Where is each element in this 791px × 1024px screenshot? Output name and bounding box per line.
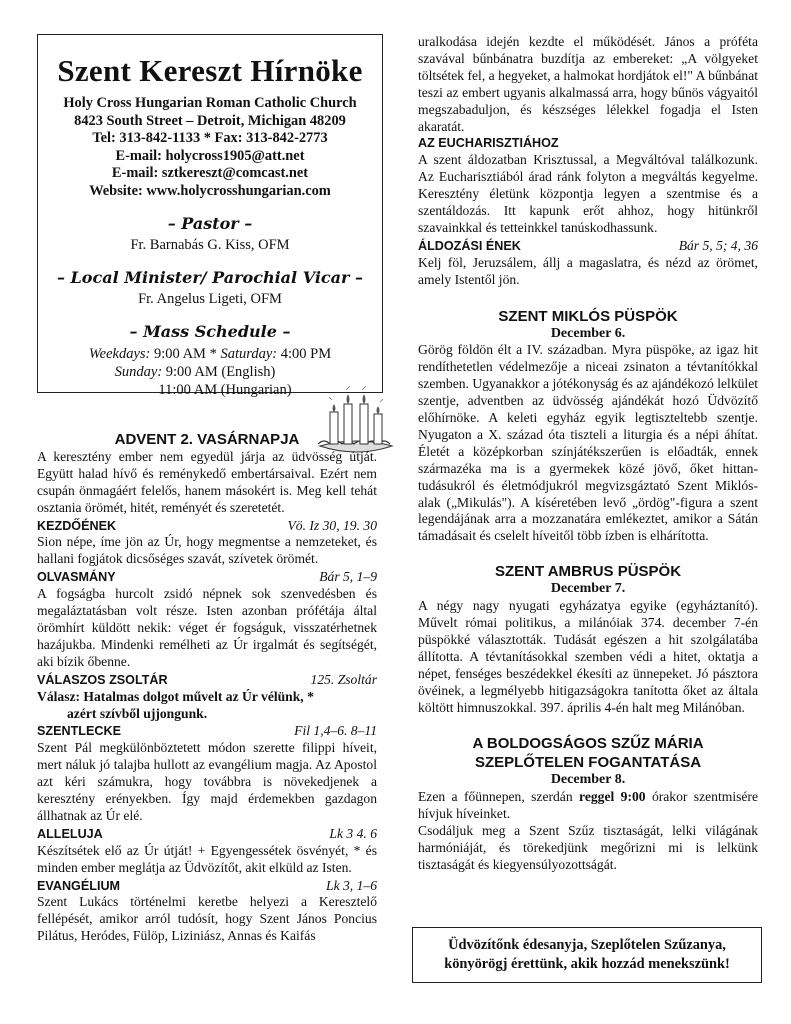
psalm-response-2: azért szívből ujjongunk. (67, 705, 208, 721)
evangelium-row (37, 878, 377, 895)
ambrus-date: December 7. (550, 581, 626, 597)
mass-schedule-title: – Mass Schedule – (129, 322, 291, 341)
church-address: 8423 South Street – Detroit, Michigan 48209 (74, 112, 346, 129)
maria-heading-line1: A BOLDOGSÁGOS SZŰZ MÁRIA (472, 735, 704, 753)
pastor-title: – Pastor – (167, 214, 253, 233)
alleluja-row (37, 826, 377, 843)
alleluja-ref: Lk 3 4. 6 (329, 825, 377, 841)
sunday-times (38, 363, 382, 381)
church-name: Holy Cross Hungarian Roman Catholic Church (63, 95, 357, 111)
weekdays-time: 9:00 AM * (150, 346, 221, 362)
maria-mass-time: reggel 9:00 (579, 789, 646, 805)
prayer-line-2: könyörögj érettünk, akik hozzád menekszünk! (444, 956, 730, 972)
eucharist-text: A szent áldozatban Krisztussal, a Megváltóval találkozunk. Az Eucharisztiából árad ránk folyton a megváltás kegyelme. Keresztény életünk központja legyen a szentmise és a szentáldozás. Itt kapunk erőt ahhoz, hogy hitünkről szavainkkal és tetteinkkel tanúskodhassunk. (418, 152, 758, 235)
evangelium-label: EVANGÉLIUM (37, 878, 121, 893)
miklos-text: Görög földön élt a IV. században. Myra püspöke, az igaz hit rendíthetetlen védelmezője a niceai zsinaton a tévtanítókkal szemben. Ugyanakkor a jótékonyság és az ajándékozó lelkület szentje, adventben az üdvösség ajándékát hozó Üdvözítő előhírnöke. A keleti egyház egyik legtiszteltebb szentje. Nyugaton a X. század óta tiszteli a liturgia és a népi áhítat. Életét a középkorban színjátékszerűen is előadták, ennek származéka ma is a gyermekek közé jövő, őket hittan-tudásukról és életmódjukról megvizsgáztató Szent Miklós-alak („Mikulás"). A kíséretében levő „ördög"-figura a szent legendájának arra a mozzanatára emlékeztet, amikor a Sátán támadásait és cselelt híveitől több ízben is elhárította. (418, 342, 758, 544)
alleluja-label: ALLELUJA (37, 826, 103, 841)
church-phone: Tel: 313-842-1133 * Fax: 313-842-2773 (92, 130, 328, 146)
pastor-name: Fr. Barnabás G. Kiss, OFM (130, 237, 290, 253)
olvasmany-text: A fogságba hurcolt zsidó népnek sok szenvedésben és megaláztatásban volt része. Isten azonban prófétája által örömhírt küldött nekik: véget ér fogságuk, visszatérhetnek hazájukba. Mindenki remélheti az Úr irgalmát és segítségét, aki bízik őbenne. (37, 586, 377, 669)
maria-heading-line2: SZEPLŐTELEN FOGANTATÁSA (474, 754, 702, 772)
szentlecke-text: Szent Pál megkülönböztetett módon szerette filippi híveit, mert náluk jó talajba hullott az evangélium magja. Az Apostol azt kéri számukra, hogy továbbra is növekedjenek a keresztény erényekben. Így majd érdemekben gazdagon állhatnak az Úr elé. (37, 740, 377, 823)
sunday-label: Sunday: (114, 364, 163, 380)
aldozasi-text: Kelj föl, Jeruzsálem, állj a magaslatra, és nézd az örömet, amely Istentől jön. (418, 254, 758, 287)
aldozasi-row (418, 238, 758, 255)
kezdoenek-row (37, 518, 377, 535)
olvasmany-label: OLVASMÁNY (37, 570, 116, 585)
vicar-name: Fr. Angelus Ligeti, OFM (138, 291, 282, 307)
eucharist-label: AZ EUCHARISZTIÁHOZ (418, 136, 559, 151)
szentlecke-ref: Fil 1,4–6. 8–11 (294, 723, 377, 739)
weekdays-label: Weekdays: (88, 346, 151, 362)
psalm-response-1: Válasz: Hatalmas dolgot művelt az Úr vélünk, * (37, 688, 314, 704)
maria-text-1a: Ezen a főünnepen, szerdán (418, 789, 580, 805)
weekday-saturday-times (38, 345, 382, 363)
bulletin-title: Szent Kereszt Hírnöke (57, 53, 363, 88)
saturday-time: 4:00 PM (277, 346, 332, 362)
kezdoenek-text: Sion népe, íme jön az Úr, hogy megmentse a nemzeteket, és hallani fogjátok dicsőséges szavát, szívetek örömét. (37, 534, 377, 567)
miklos-heading: SZENT MIKLÓS PÜSPÖK (498, 307, 678, 325)
vicar-title: – Local Minister/ Parochial Vicar – (56, 268, 364, 287)
prayer-box (412, 927, 762, 983)
aldozasi-label: ÁLDOZÁSI ÉNEK (418, 238, 521, 253)
maria-text-1c: órakor szentmisére hívjuk híveinket. (418, 789, 758, 822)
olvasmany-row (37, 569, 377, 586)
aldozasi-ref: Bár 5, 5; 4, 36 (678, 237, 758, 253)
szentlecke-row (37, 723, 377, 740)
zsoltar-label: VÁLASZOS ZSOLTÁR (37, 672, 168, 687)
evangelium-ref: Lk 3, 1–6 (326, 877, 377, 893)
masthead-box (37, 34, 383, 398)
sunday-time-hungarian: 11:00 AM (Hungarian) (158, 382, 292, 398)
church-website: Website: www.holycrosshungarian.com (89, 182, 331, 199)
church-email-1: E-mail: holycross1905@att.net (115, 147, 305, 164)
sunday-time-english: 9:00 AM (English) (162, 364, 276, 380)
right-column (418, 34, 758, 874)
contact-info (38, 95, 382, 200)
maria-text-2: Csodáljuk meg a Szent Szűz tisztaságát, lelki világának harmóniáját, és törekedjünk megőrizni mi is lelkünk tisztaságát és kiegyensúlyozottságát. (418, 822, 758, 872)
ambrus-text: A négy nagy nyugati egyházatya egyike (egyháztanító). Művelt római politikus, a milánóiak 374. december 7-én püspökké választották. Tudását egészen a hit szolgálatába állította. A tévtanításokkal szemben védi a hitet, oktatja a népet, fenséges beszédekkel ékesíti az ünnepeket. Jó pásztora övéinek, a legmélyebb hitigazságokra tanította őket az általa költött himnuszokkal. 397. április 4-én halt meg Milánóban. (418, 598, 758, 715)
alleluja-text: Készítsétek elő az Úr útját! + Egyengessétek ösvényét, * és minden ember meglátja az Üdvözítőt, akit elküld az Isten. (37, 842, 377, 875)
maria-date: December 8. (550, 772, 626, 788)
zsoltar-row (37, 672, 377, 689)
zsoltar-ref: 125. Zsoltár (310, 671, 377, 687)
ambrus-heading: SZENT AMBRUS PÜSPÖK (494, 563, 682, 581)
szentlecke-label: SZENTLECKE (37, 724, 121, 739)
left-column (37, 432, 377, 945)
miklos-date: December 6. (550, 325, 626, 341)
evangelium-text: Szent Lukács történelmi keretbe helyezi a Keresztelő fellépését, amikor arról tudósít, hogy Szent János Poncius Pilátus, Heródes, Fülöp, Liziniász, Annas és Kaifás (37, 894, 377, 944)
kezdoenek-ref: Vö. Iz 30, 19. 30 (287, 517, 377, 533)
evangelium-continued: uralkodása idején kezdte el működését. János a próféta szavával bűnbánatra buzdítja az embereket: „A völgyeket töltsétek fel, a hegyeket, a halmokat hordjátok el!" A bűnbánat teszi az embert ugyanis alkalmassá arra, hogy bűnös vágyaitól megszabaduljon, és készséges lélekkel fogadja el Isten akaratát. (418, 34, 758, 134)
advent-intro: A keresztény ember nem egyedül járja az üdvösség útját. Együtt halad hívő és reménykedő embertársaival. Ezért nem csupán önmagáért felelős, hanem másokért is. Meg kell tehát osztania örömét, hitét, reményét és szeretetét. (37, 448, 377, 515)
olvasmany-ref: Bár 5, 1–9 (319, 569, 377, 585)
saturday-label: Saturday: (220, 346, 278, 362)
kezdoenek-label: KEZDŐÉNEK (37, 518, 117, 533)
maria-text-1 (418, 789, 758, 823)
church-email-2: E-mail: sztkereszt@comcast.net (111, 165, 309, 181)
advent-heading: ADVENT 2. VASÁRNAPJA (114, 431, 300, 448)
prayer-line-1: Üdvözítőnk édesanyja, Szeplőtelen Szűzanya, (448, 937, 726, 953)
